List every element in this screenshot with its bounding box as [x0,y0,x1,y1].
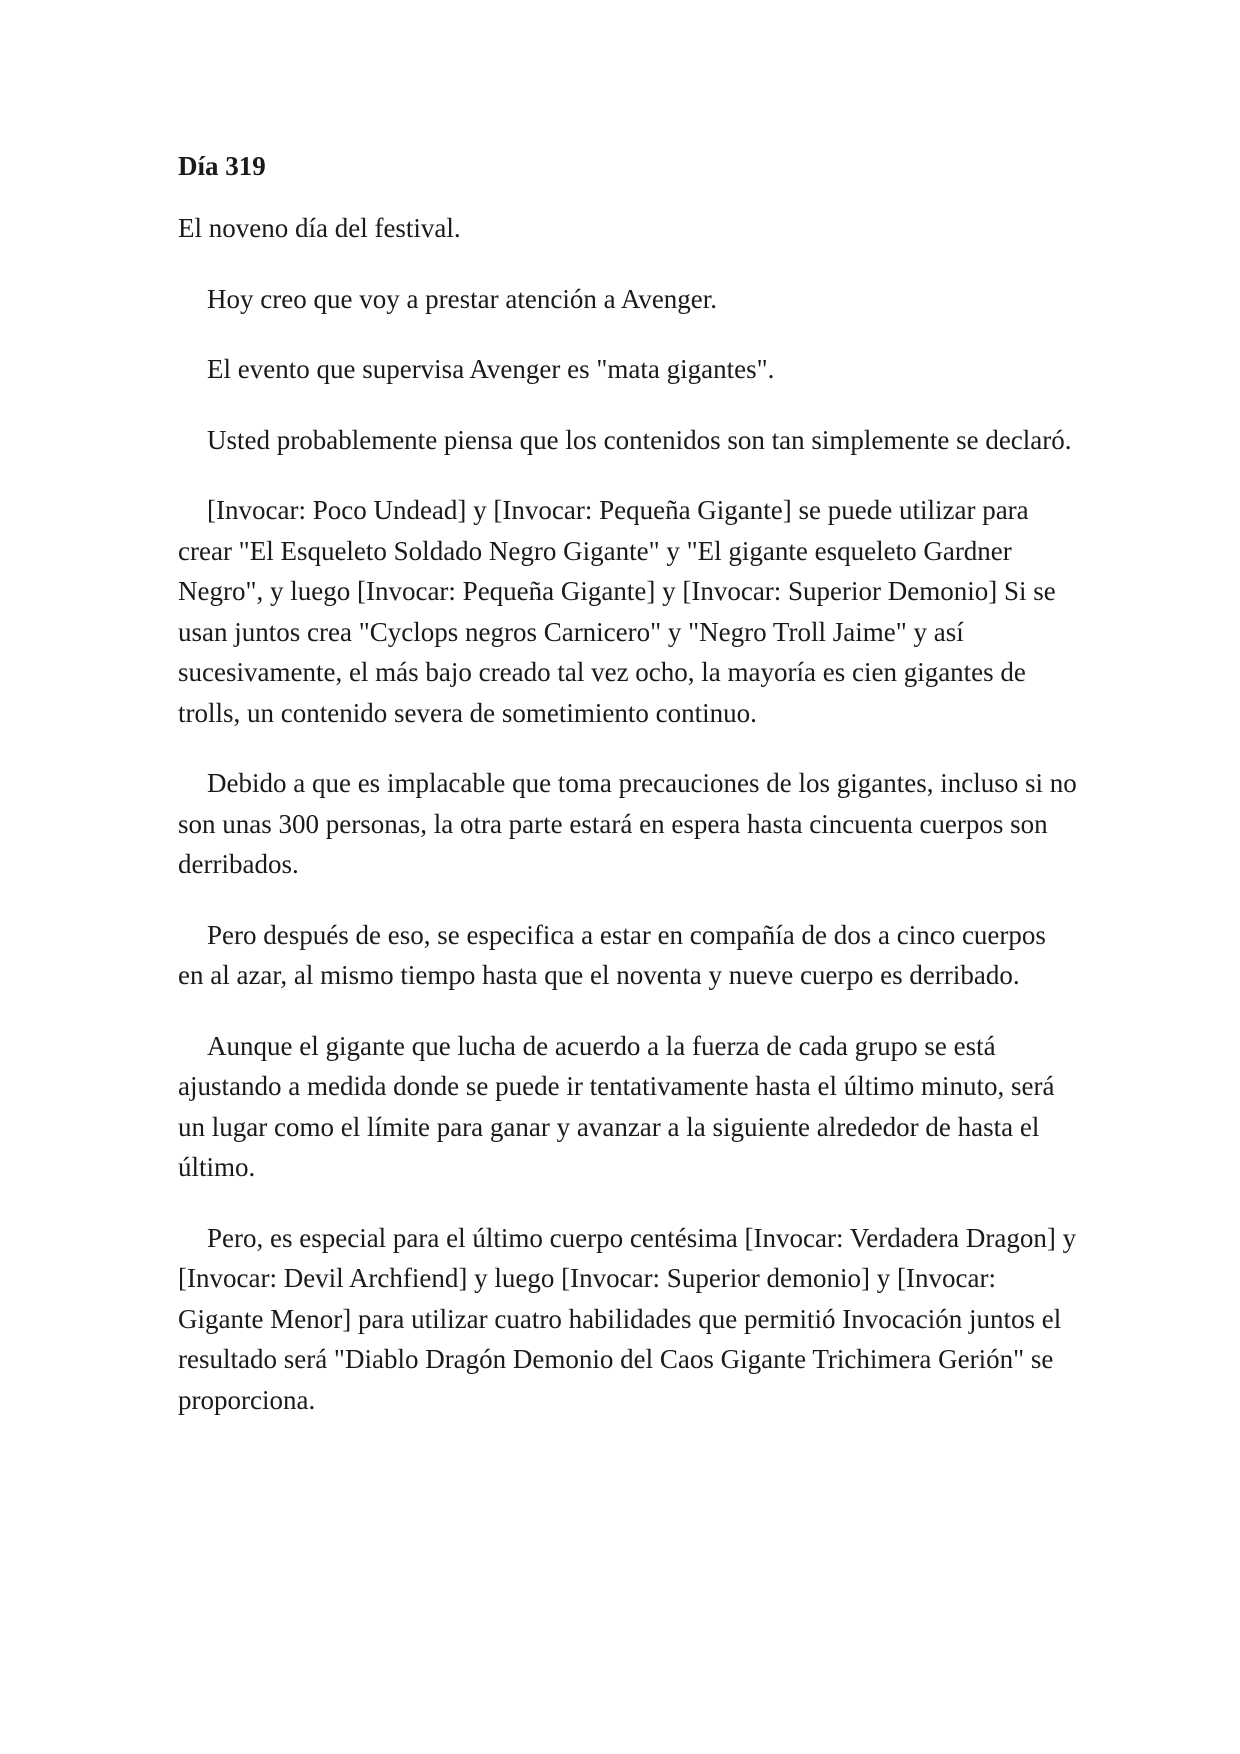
paragraph: Hoy creo que voy a prestar atención a Avenger. [207,283,718,314]
paragraph: El noveno día del festival. [178,213,461,243]
chapter-heading: Día 319 [178,151,266,181]
paragraph: Pero, es especial para el último cuerpo centésima [Invocar: Verdadera Dragon] y [Invocar: Devil Archfiend] y luego [Invocar: Superior demonio] y [Invocar: Gigante Menor] para utilizar cuatro habilidades que permitió Invocación juntos el resultado será "Diablo Dragón Demonio del Caos Gigante Trichimera Gerión" se proporciona. [178,1222,1077,1415]
paragraph: Aunque el gigante que lucha de acuerdo a la fuerza de cada grupo se está ajustando a medida donde se puede ir tentativamente hasta el último minuto, será un lugar como el límite para ganar y avanzar a la siguiente alrededor de hasta el último. [178,1030,1055,1182]
paragraph: Debido a que es implacable que toma precauciones de los gigantes, incluso si no son unas 300 personas, la otra parte estará en espera hasta cincuenta cuerpos son derribados. [178,768,1077,879]
paragraph: [Invocar: Poco Undead] y [Invocar: Pequeña Gigante] se puede utilizar para crear "El Esqueleto Soldado Negro Gigante" y "El gigante esqueleto Gardner Negro", y luego [Invocar: Pequeña Gigante] y [Invocar: Superior Demonio] Si se usan juntos crea "Cyclops negros Carnicero" y "Negro Troll Jaime" y así sucesivamente, el más bajo creado tal vez ocho, la mayoría es cien gigantes de trolls, un contenido severa de sometimiento continuo. [178,495,1056,728]
paragraph: Usted probablemente piensa que los contenidos son tan simplemente se declaró. [207,424,1072,455]
paragraph: Pero después de eso, se especifica a estar en compañía de dos a cinco cuerpos en al azar, al mismo tiempo hasta que el noventa y nueve cuerpo es derribado. [178,919,1046,990]
paragraph: El evento que supervisa Avenger es "mata gigantes". [207,354,775,384]
document-body [178,146,1078,1450]
